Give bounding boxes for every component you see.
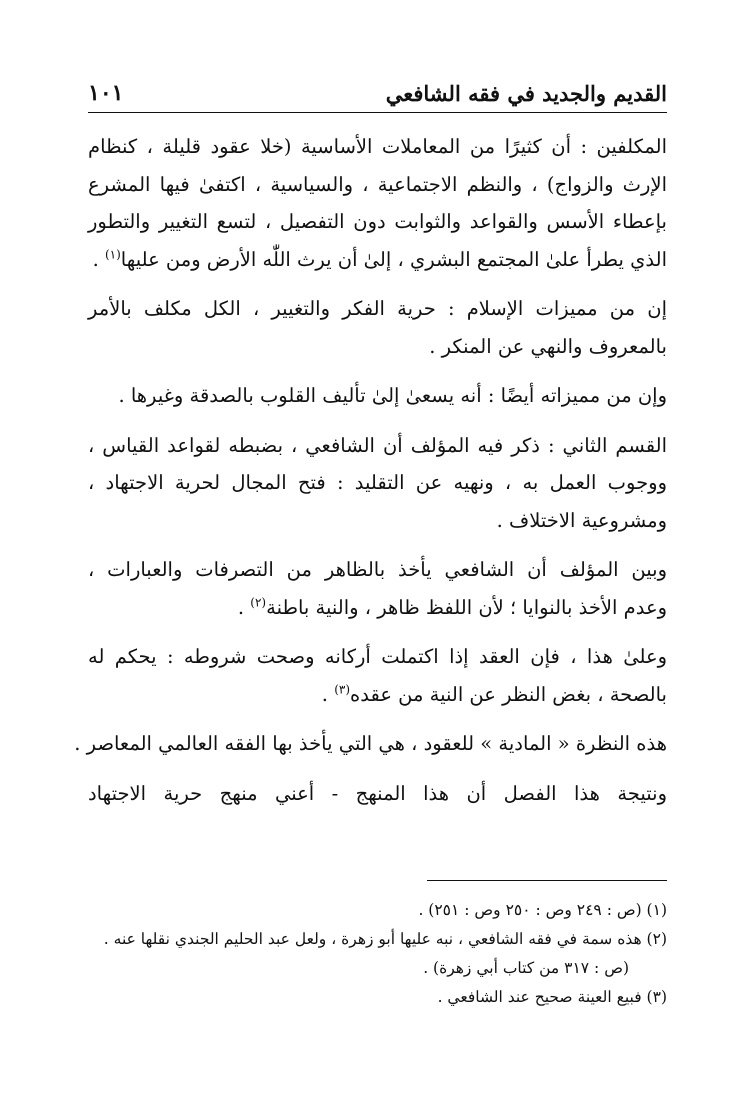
main-text [74, 128, 667, 824]
header-rule [88, 112, 667, 113]
footnote-item: (ص : ٣١٧ من كتاب أبي زهرة) . [423, 959, 629, 977]
text-line: إن من مميزات الإسلام : حرية الفكر والتغيير ، الكل مكلف بالأمر [88, 297, 667, 320]
paragraph [88, 290, 667, 365]
footnote-separator [427, 880, 667, 881]
footnotes [88, 896, 667, 1012]
page-header [88, 72, 667, 106]
paragraph [88, 775, 667, 813]
text-line: ومشروعية الاختلاف . [496, 508, 667, 532]
footnote-item: (١) (ص : ٢٤٩ وص : ٢٥٠ وص : ٢٥١) . [418, 901, 667, 919]
text-line-content: بالصحة ، بغض النظر عن النية من عقده [350, 682, 667, 706]
text-line [88, 589, 667, 627]
running-title: القديم والجديد في فقه الشافعي [385, 81, 667, 106]
footnote-item: (٢) هذه سمة في فقه الشافعي ، نبه عليها أبو زهرة ، ولعل عبد الحليم الجندي نقلها عنه . [103, 930, 667, 948]
text-line: وعلىٰ هذا ، فإن العقد إذا اكتملت أركانه وصحت شروطه : يحكم له [88, 645, 667, 668]
text-line: بالمعروف والنهي عن المنكر . [429, 334, 667, 358]
paragraph [88, 427, 667, 540]
paragraph [88, 128, 667, 278]
paragraph [74, 725, 667, 763]
text-line: المكلفين : أن كثيرًا من المعاملات الأساسية (خلا عقود قليلة ، كنظام [88, 135, 667, 158]
text-line [88, 676, 667, 714]
footnote-marker: (٣) [334, 682, 351, 696]
text-line: القسم الثاني : ذكر فيه المؤلف أن الشافعي ، بضبطه لقواعد القياس ، [88, 433, 667, 457]
text-line: بإعطاء الأسس والقواعد والثوابت دون التفصيل ، لتسع التغيير والتطور [88, 210, 667, 233]
paragraph [88, 551, 667, 626]
page-number: ١٠١ [88, 80, 124, 106]
text-line: وإن من مميزاته أيضًا : أنه يسعىٰ إلىٰ تأليف القلوب بالصدقة وغيرها . [118, 384, 667, 407]
punctuation: . [237, 595, 251, 619]
footnote-marker: (١) [104, 247, 121, 261]
text-line: ونتيجة هذا الفصل أن هذا المنهج - أعني منهج حرية الاجتهاد [88, 781, 667, 805]
paragraph [88, 638, 667, 713]
footnote-item: (٣) فبيع العينة صحيح عند الشافعي . [437, 988, 667, 1006]
text-line [88, 241, 667, 279]
text-line: هذه النظرة « المادية » للعقود ، هي التي يأخذ بها الفقه العالمي المعاصر . [74, 732, 667, 755]
punctuation: . [92, 247, 105, 271]
text-line-content: الذي يطرأ علىٰ المجتمع البشري ، إلىٰ أن يرث اللّٰه الأرض ومن عليها [120, 247, 667, 271]
footnote-marker: (٢) [250, 595, 267, 609]
text-line: ووجوب العمل به ، ونهيه عن التقليد : فتح المجال لحرية الاجتهاد ، [88, 471, 667, 494]
text-line-content: وعدم الأخذ بالنوايا ؛ لأن اللفظ ظاهر ، والنية باطنة [266, 595, 667, 619]
text-line: الإرث والزواج) ، والنظم الاجتماعية ، والسياسية ، اكتفىٰ فيها المشرع [88, 172, 667, 196]
text-line: وبين المؤلف أن الشافعي يأخذ بالظاهر من التصرفات والعبارات ، [88, 558, 667, 581]
paragraph [88, 377, 667, 415]
punctuation: . [321, 682, 335, 706]
